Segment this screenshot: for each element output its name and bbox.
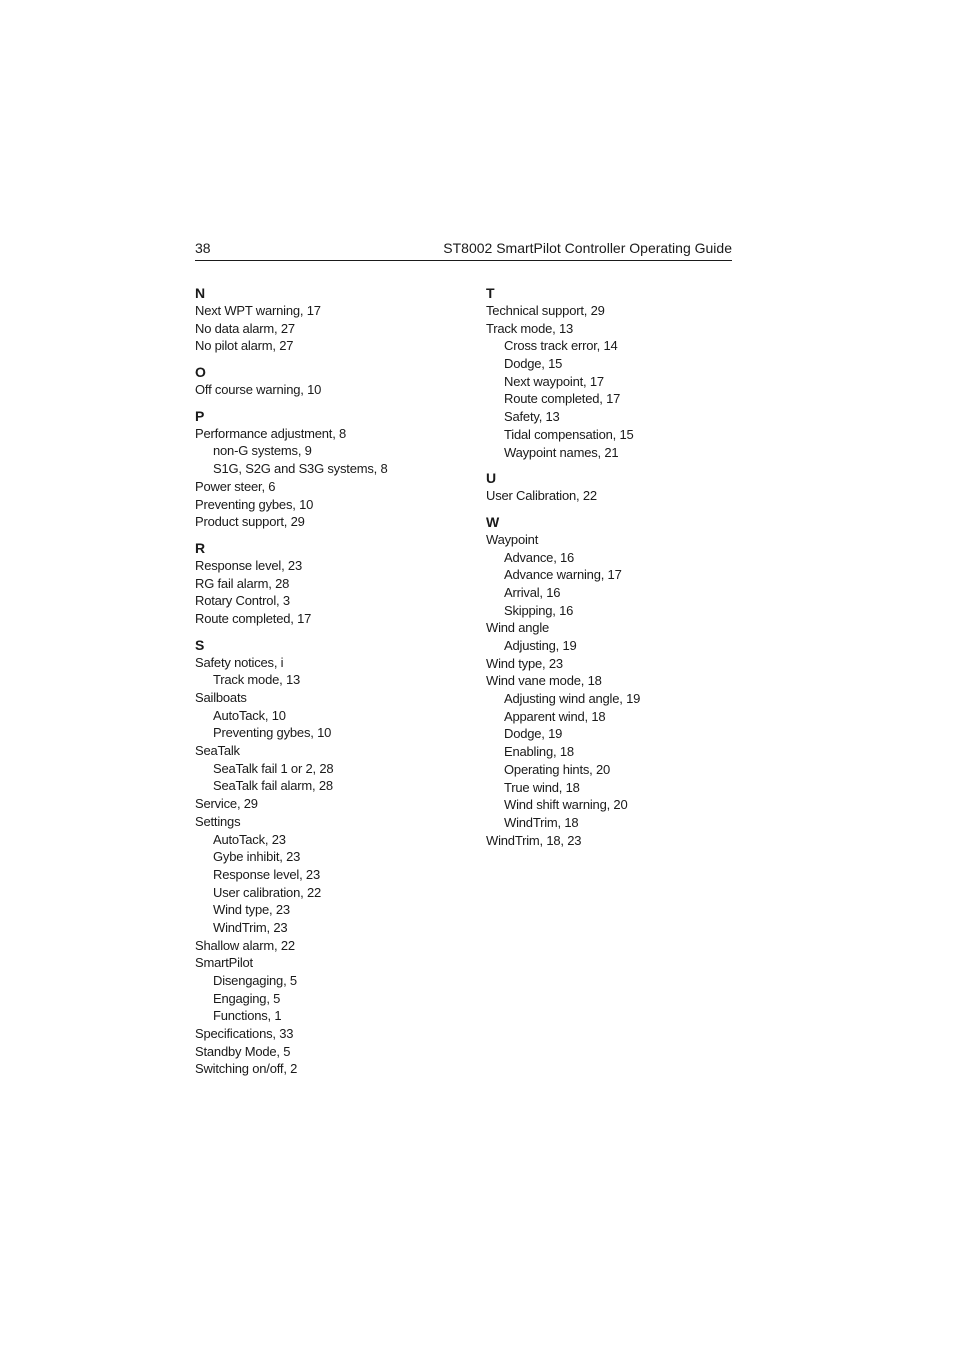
section-letter: N xyxy=(195,285,206,301)
index-entry: Rotary Control, 3 xyxy=(195,593,290,609)
section-letter: T xyxy=(486,285,495,301)
index-entry: Route completed, 17 xyxy=(195,610,312,626)
index-column-left xyxy=(195,284,465,1086)
index-subentry: SeaTalk fail 1 or 2, 28 xyxy=(213,760,334,776)
index-subentry: non-G systems, 9 xyxy=(213,443,312,459)
index-section-t xyxy=(486,284,746,461)
index-subentry: Wind type, 23 xyxy=(213,902,290,918)
index-subentry: Skipping, 16 xyxy=(504,602,574,618)
page-header xyxy=(195,238,732,261)
index-subentry: Waypoint names, 21 xyxy=(504,444,619,460)
index-subentry: Safety, 13 xyxy=(504,409,560,425)
index-section-s xyxy=(195,636,465,1079)
section-letter: W xyxy=(486,513,500,530)
index-entry: Switching on/off, 2 xyxy=(195,1061,298,1077)
index-entry: WindTrim, 18, 23 xyxy=(486,832,582,848)
section-letter: R xyxy=(195,539,206,556)
index-subentry: WindTrim, 18 xyxy=(504,814,579,830)
index-subentry: Arrival, 16 xyxy=(504,584,561,600)
index-entry: Technical support, 29 xyxy=(486,303,605,318)
index-entry: SeaTalk xyxy=(195,743,240,759)
index-entry: Safety notices, i xyxy=(195,654,284,670)
index-entry: Settings xyxy=(195,813,241,829)
index-entry: Off course warning, 10 xyxy=(195,382,322,398)
index-entry: Preventing gybes, 10 xyxy=(195,496,314,512)
index-entry: Wind vane mode, 18 xyxy=(486,673,602,689)
section-letter: U xyxy=(486,470,497,487)
index-entry: SmartPilot xyxy=(195,955,253,971)
index-entry: Waypoint xyxy=(486,531,539,547)
index-entry: Standby Mode, 5 xyxy=(195,1043,291,1059)
index-subentry: Disengaging, 5 xyxy=(213,973,297,988)
index-entry: Wind type, 23 xyxy=(486,655,563,671)
index-subentry: Adjusting wind angle, 19 xyxy=(504,691,641,707)
index-entry: Wind angle xyxy=(486,620,550,636)
index-subentry: Next waypoint, 17 xyxy=(504,373,604,389)
index-subentry: AutoTack, 23 xyxy=(213,831,286,847)
index-entry: User Calibration, 22 xyxy=(486,488,597,504)
index-subentry: Engaging, 5 xyxy=(213,990,281,1006)
index-subentry: Functions, 1 xyxy=(213,1008,282,1024)
index-entry: No data alarm, 27 xyxy=(195,320,295,336)
index-subentry: Preventing gybes, 10 xyxy=(213,725,332,741)
index-subentry: WindTrim, 23 xyxy=(213,919,288,935)
index-entry: Power steer, 6 xyxy=(195,478,276,494)
section-letter: P xyxy=(195,407,205,424)
index-subentry: SeaTalk fail alarm, 28 xyxy=(213,778,333,794)
index-subentry: Tidal compensation, 15 xyxy=(504,426,634,442)
index-section-r xyxy=(195,539,465,628)
document-title: ST8002 SmartPilot Controller Operating Guide xyxy=(443,240,732,256)
index-subentry: Operating hints, 20 xyxy=(504,761,611,777)
page-number: 38 xyxy=(195,240,211,256)
index-section-o xyxy=(195,363,465,399)
index-section-w xyxy=(486,513,746,849)
index-subentry: Dodge, 19 xyxy=(504,726,563,742)
index-entry: Service, 29 xyxy=(195,796,258,812)
index-entry: Specifications, 33 xyxy=(195,1026,294,1042)
index-subentry: Wind shift warning, 20 xyxy=(504,797,628,813)
index-subentry: Advance warning, 17 xyxy=(504,567,622,583)
index-subentry: S1G, S2G and S3G systems, 8 xyxy=(213,461,388,477)
index-entry: Next WPT warning, 17 xyxy=(195,303,321,318)
index-entry: No pilot alarm, 27 xyxy=(195,338,294,354)
index-subentry: True wind, 18 xyxy=(504,779,580,795)
index-column-right xyxy=(486,284,746,857)
index-entry: Shallow alarm, 22 xyxy=(195,937,295,953)
index-entry: Sailboats xyxy=(195,690,247,705)
index-subentry: Gybe inhibit, 23 xyxy=(213,849,301,865)
index-subentry: Adjusting, 19 xyxy=(504,638,577,653)
index-subentry: Dodge, 15 xyxy=(504,356,563,372)
section-letter: S xyxy=(195,636,205,653)
index-section-n xyxy=(195,284,465,355)
index-subentry: Response level, 23 xyxy=(213,866,320,882)
index-section-p xyxy=(195,407,465,531)
index-entry: Response level, 23 xyxy=(195,557,302,573)
index-section-u xyxy=(486,469,746,505)
index-subentry: Cross track error, 14 xyxy=(504,338,618,354)
index-entry: Product support, 29 xyxy=(195,514,305,530)
index-entry: RG fail alarm, 28 xyxy=(195,575,290,591)
index-entry: Performance adjustment, 8 xyxy=(195,425,347,441)
index-subentry: Advance, 16 xyxy=(504,549,575,565)
index-entry: Track mode, 13 xyxy=(486,320,574,336)
index-subentry: Route completed, 17 xyxy=(504,391,621,407)
section-letter: O xyxy=(195,364,206,381)
index-subentry: AutoTack, 10 xyxy=(213,707,286,723)
index-subentry: Track mode, 13 xyxy=(213,672,301,688)
index-subentry: User calibration, 22 xyxy=(213,884,321,900)
index-subentry: Apparent wind, 18 xyxy=(504,708,606,724)
index-subentry: Enabling, 18 xyxy=(504,744,574,760)
